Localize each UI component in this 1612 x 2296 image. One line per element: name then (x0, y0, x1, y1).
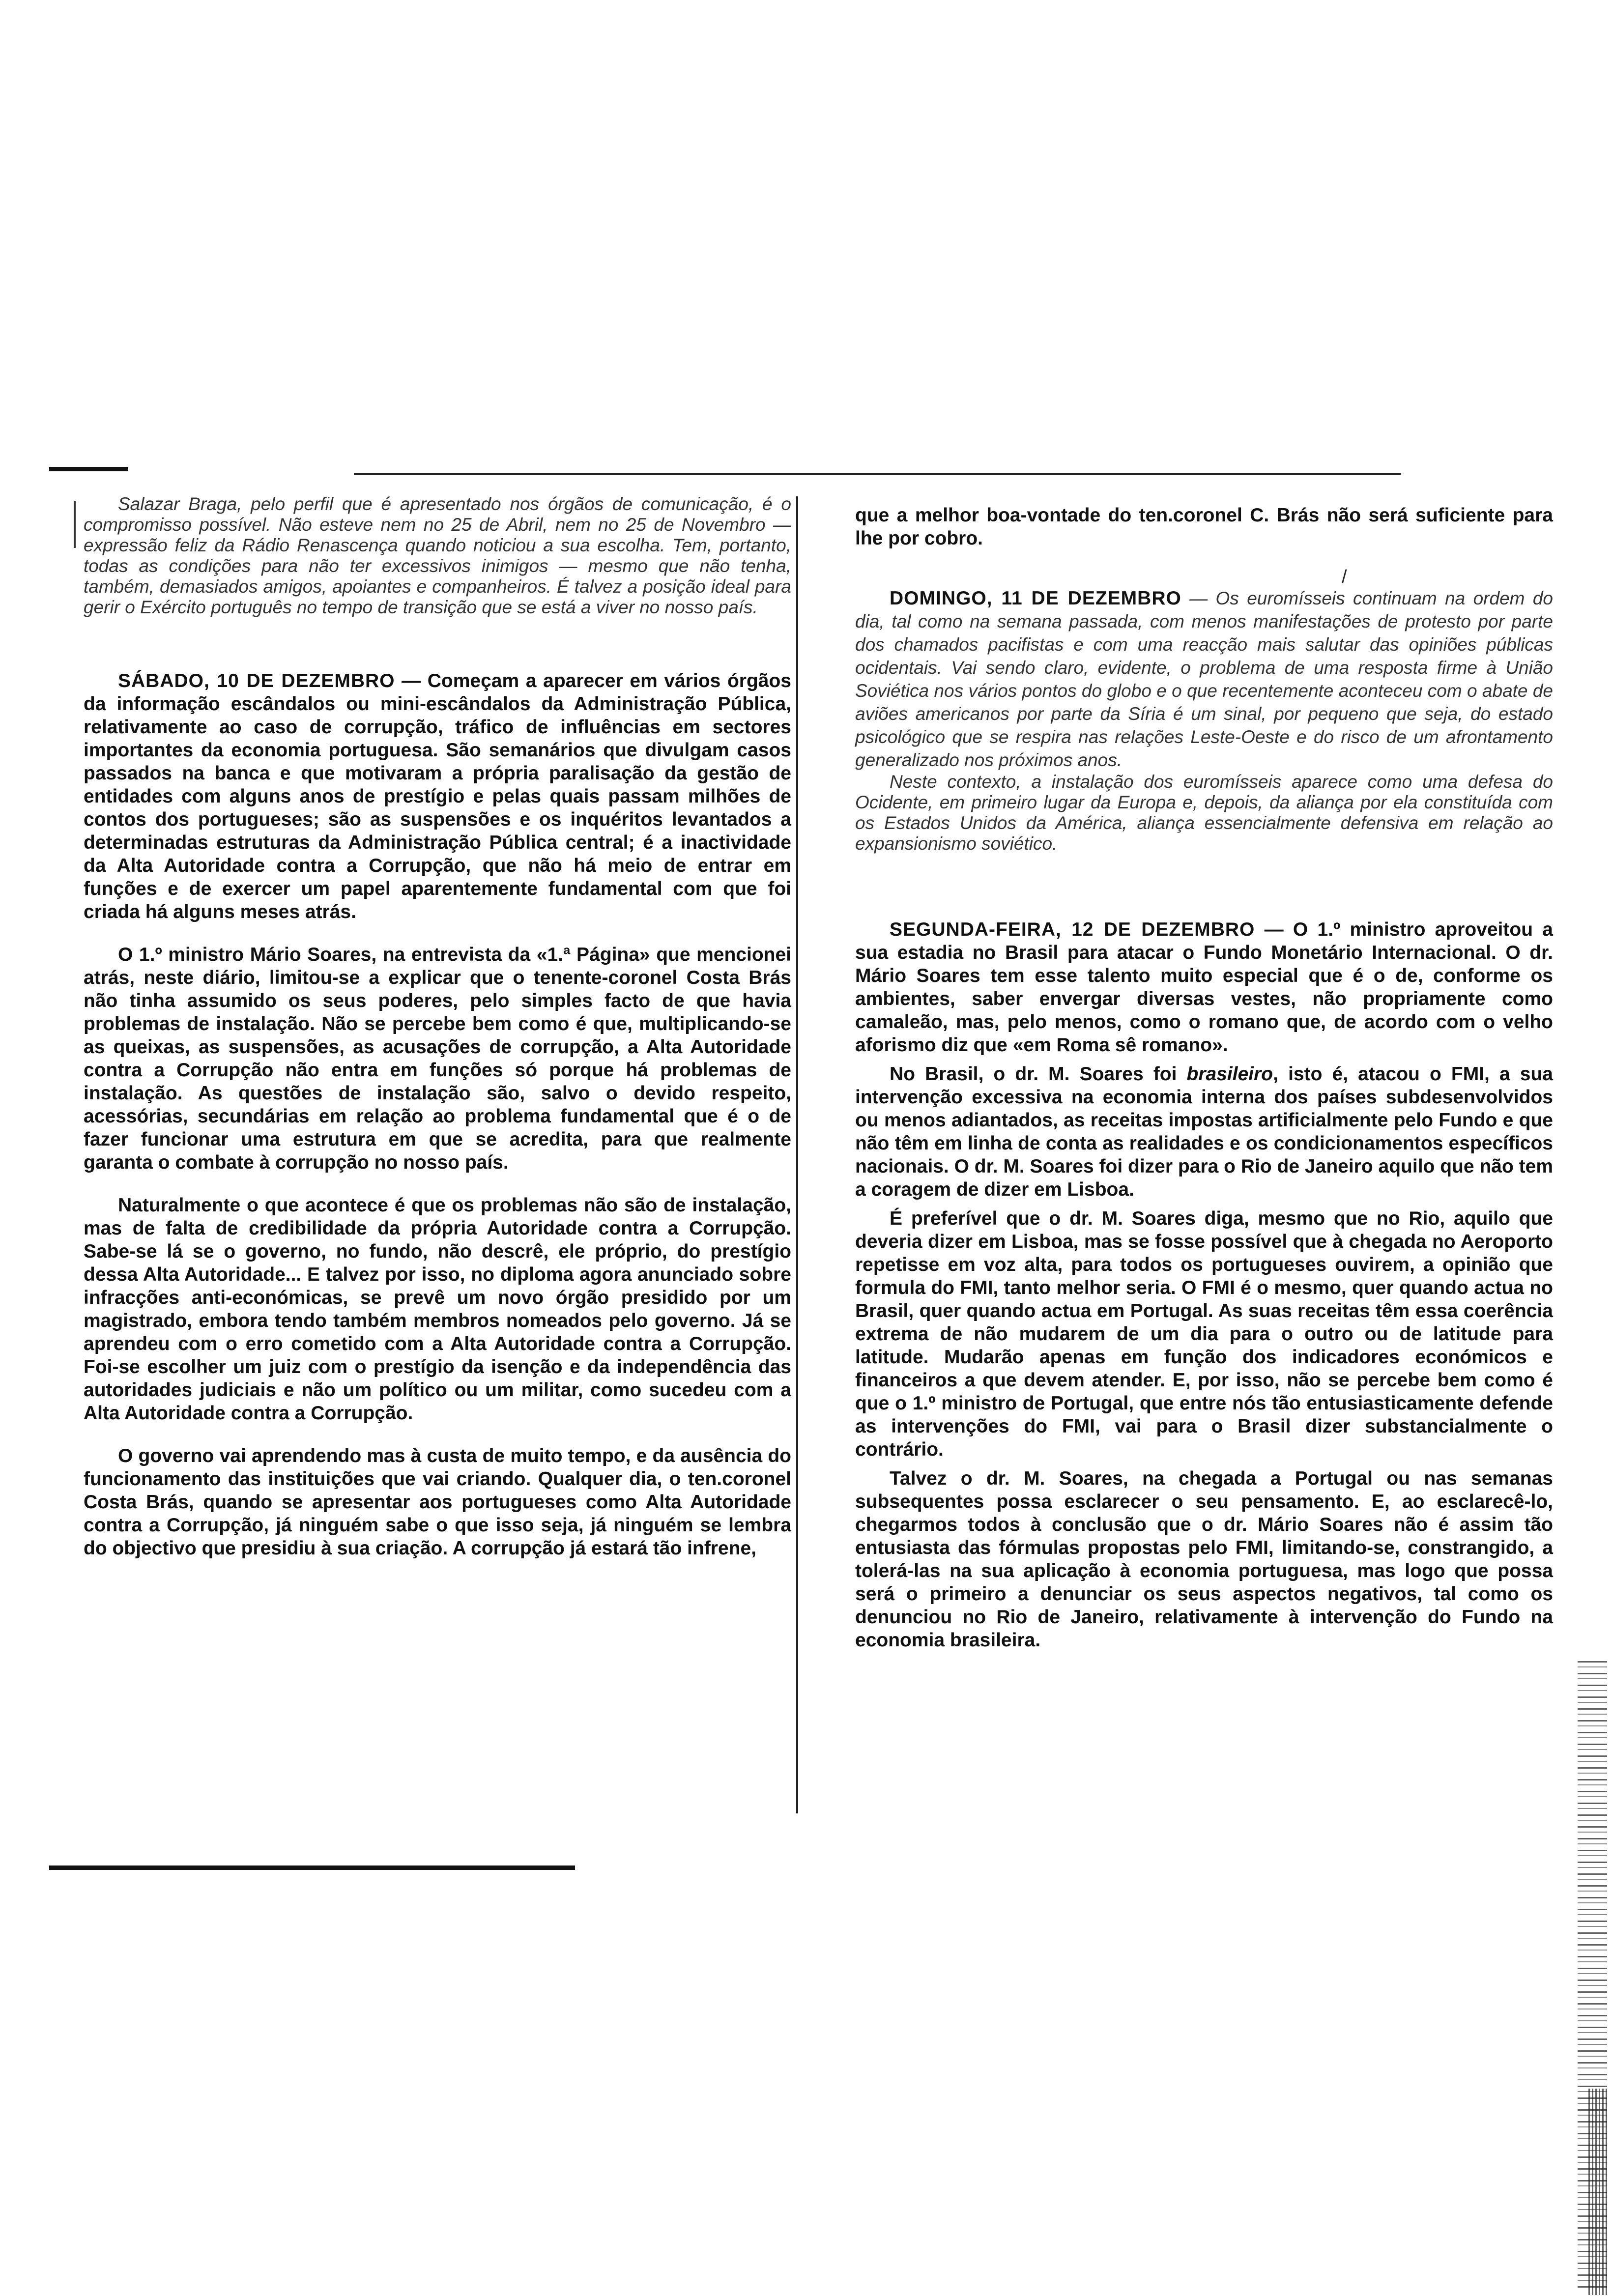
top-left-rule (49, 467, 128, 471)
sabado-paragraph (84, 669, 791, 923)
paragraph-government: O governo vai aprendendo mas à custa de muito tempo, e da ausência do funcionamento das instituições que vai criando. Qualquer dia, o ten.coronel Costa Brás, quando se apresentar aos portugueses como Alta Autoridade contra a Corrupção, já ninguém sabe o que isso seja, já ninguém se lembra do objectivo que presidiu à sua criação. A corrupção já estará tão infrene, (84, 1445, 791, 1559)
domingo-paragraph-2: Neste contexto, a instalação dos euromísseis aparece como uma defesa do Ocidente, em primeiro lugar da Europa e, depois, da aliança por ela constituída com os Estados Unidos da América, aliança essencialmente defensiva em relação ao expansionismo soviético. (855, 772, 1553, 854)
paragraph-brasil (855, 1062, 1553, 1201)
brasil-text-b: , isto é, atacou o FMI, a sua intervenção excessiva na economia interna dos países subdesenvolvidos ou menos adiantados, as receitas impostas artificialmente pelo Fundo e que não têm em linha de conta as realidades e os condicionamentos específicos nacionais. O dr. M. Soares foi dizer para o Rio de Janeiro aquilo que não tem a coragem de dizer em Lisboa. (855, 1063, 1553, 1200)
scan-edge-noise-lower (1588, 2089, 1608, 2295)
sabado-date-heading: SÁBADO, 10 DE DEZEMBRO (118, 670, 395, 691)
intro-italic-paragraph: Salazar Braga, pelo perfil que é apresentado nos órgãos de comunicação, é o compromisso possível. Não esteve nem no 25 de Abril, nem no 25 de Novembro — expressão feliz da Rádio Renascença quando noticiou a sua escolha. Tem, portanto, todas as condições para não ter excessivos inimigos — mesmo que não tenha, também, demasiados amigos, apoiantes e companheiros. É talvez a posição ideal para gerir o Exército português no tempo de transição que se está a viver no nosso país. (84, 494, 791, 617)
domingo-text: — Os euromísseis continuam na ordem do dia, tal como na semana passada, com menos manifestações de protesto por parte dos chamados pacifistas e com uma reacção mais salutar das opiniões públicas ocidentais. Vai sendo claro, evidente, o problema de uma resposta firme à União Soviética nos vários pontos do globo e o que recentemente aconteceu com o abate de aviões americanos por parte da Síria é um sinal, por pequeno que seja, do estado psicológico que se respira nas relações Leste-Oeste e do risco de um afrontamento generalizado nos próximos anos. (855, 588, 1553, 770)
domingo-paragraph (855, 587, 1553, 772)
paragraph-preferivel: É preferível que o dr. M. Soares diga, mesmo que no Rio, aquilo que deveria dizer em Lisboa, mas se fosse possível que à chegada no Aeroporto repetisse em voz alta, para todos os portugueses ouvirem, a opinião que formula do FMI, tanto melhor seria. O FMI é o mesmo, quer quando actua no Brasil, quer quando actua em Portugal. As suas receitas têm essa coerência extrema de não mudarem de um dia para o outro ou de latitude para latitude. Mudarão apenas em função dos indicadores económicos e financeiros a que devem atender. E, por isso, não se percebe bem como é que o 1.º ministro de Portugal, que entre nós tão entusiasticamente defende as intervenções do FMI, vai para o Brasil dizer substancialmente o contrário. (855, 1208, 1553, 1460)
pen-mark: / (1342, 567, 1347, 587)
column-divider (796, 496, 798, 1813)
bottom-rule (49, 1866, 575, 1870)
segunda-paragraph (855, 918, 1553, 1057)
brasil-italic-word: brasileiro (1186, 1063, 1273, 1085)
paragraph-credibility: Naturalmente o que acontece é que os problemas não são de instalação, mas de falta de credibilidade da própria Autoridade contra a Corrupção. Sabe-se lá se o governo, no fundo, não descrê, ele próprio, do prestígio dessa Alta Autoridade... E talvez por isso, no diploma agora anunciado sobre infracções anti-económicas, se prevê um novo órgão presidido por um magistrado, embora tendo também membros nomeados pelo governo. Já se aprendeu com o erro cometido com a Alta Autoridade contra a Corrupção. Foi-se escolher um juiz com o prestígio da isenção e da independência das autoridades judiciais e não um político ou um militar, como sucedeu com a Alta Autoridade contra a Corrupção. (84, 1195, 791, 1424)
segunda-text: — O 1.º ministro aproveitou a sua estadia no Brasil para atacar o Fundo Monetário Internacional. O dr. Mário Soares tem esse talento muito especial que é o de, conforme os ambientes, saber envergar diversas vestes, não propriamente como camaleão, mas, pelo menos, como o romano que, de acordo com o velho aforismo diz que «em Roma sê romano». (855, 919, 1553, 1056)
left-column (84, 494, 791, 1560)
segunda-date-heading: SEGUNDA-FEIRA, 12 DE DEZEMBRO (890, 919, 1255, 940)
continuation-paragraph: que a melhor boa-vontade do ten.coronel C. Brás não será suficiente para lhe por cobro. (855, 505, 1553, 549)
brasil-text-a: No Brasil, o dr. M. Soares foi (890, 1063, 1187, 1085)
paragraph-soares-interview: O 1.º ministro Mário Soares, na entrevista da «1.ª Página» que mencionei atrás, neste diário, limitou-se a explicar que o tenente-coronel Costa Brás não tinha assumido os seus poderes, pelo simples facto de que havia problemas de instalação. Não se percebe bem como é que, multiplicando-se as queixas, as suspensões, as acusações de corrupção, a Alta Autoridade contra a Corrupção não entra em funções só porque há problemas de instalação. As questões de instalação são, salvo o devido respeito, acessórias, secundárias em relação ao problema fundamental que é o de fazer funcionar uma estrutura em que se acredita, para que realmente garanta o combate à corrupção no nosso país. (84, 944, 791, 1173)
top-rule (354, 473, 1401, 475)
right-column (855, 504, 1553, 1652)
left-margin-mark (74, 501, 76, 548)
sabado-text: — Começam a aparecer em vários órgãos da informação escândalos ou mini-escândalos da Administração Pública, relativamente ao caso de corrupção, tráfico de influências em sectores importantes da economia portuguesa. São semanários que divulgam casos passados na banca e que motivaram a própria paralisação da gestão de entidades com alguns anos de prestígio e pelas quais passam milhões de contos dos portugueses; são as suspensões e os inquéritos levantados a determinadas estruturas da Administração Pública central; é a inactividade da Alta Autoridade contra a Corrupção, que não há meio de entrar em funções e de exercer um papel aparentemente fundamental com que foi criada há alguns meses atrás. (84, 670, 791, 922)
domingo-date-heading: DOMINGO, 11 DE DEZEMBRO (890, 588, 1181, 609)
paragraph-talvez: Talvez o dr. M. Soares, na chegada a Portugal ou nas semanas subsequentes possa esclarecer o seu pensamento. E, ao esclarecê-lo, chegarmos todos à conclusão que o dr. Mário Soares não é assim tão entusiasta das fórmulas propostas pelo FMI, limitando-se, constrangido, a tolerá-las na sua aplicação à economia portuguesa, mas logo que possa será o primeiro a denunciar os seus aspectos negativos, tal como os denunciou no Rio de Janeiro, relativamente à intervenção do Fundo na economia brasileira. (855, 1468, 1553, 1651)
